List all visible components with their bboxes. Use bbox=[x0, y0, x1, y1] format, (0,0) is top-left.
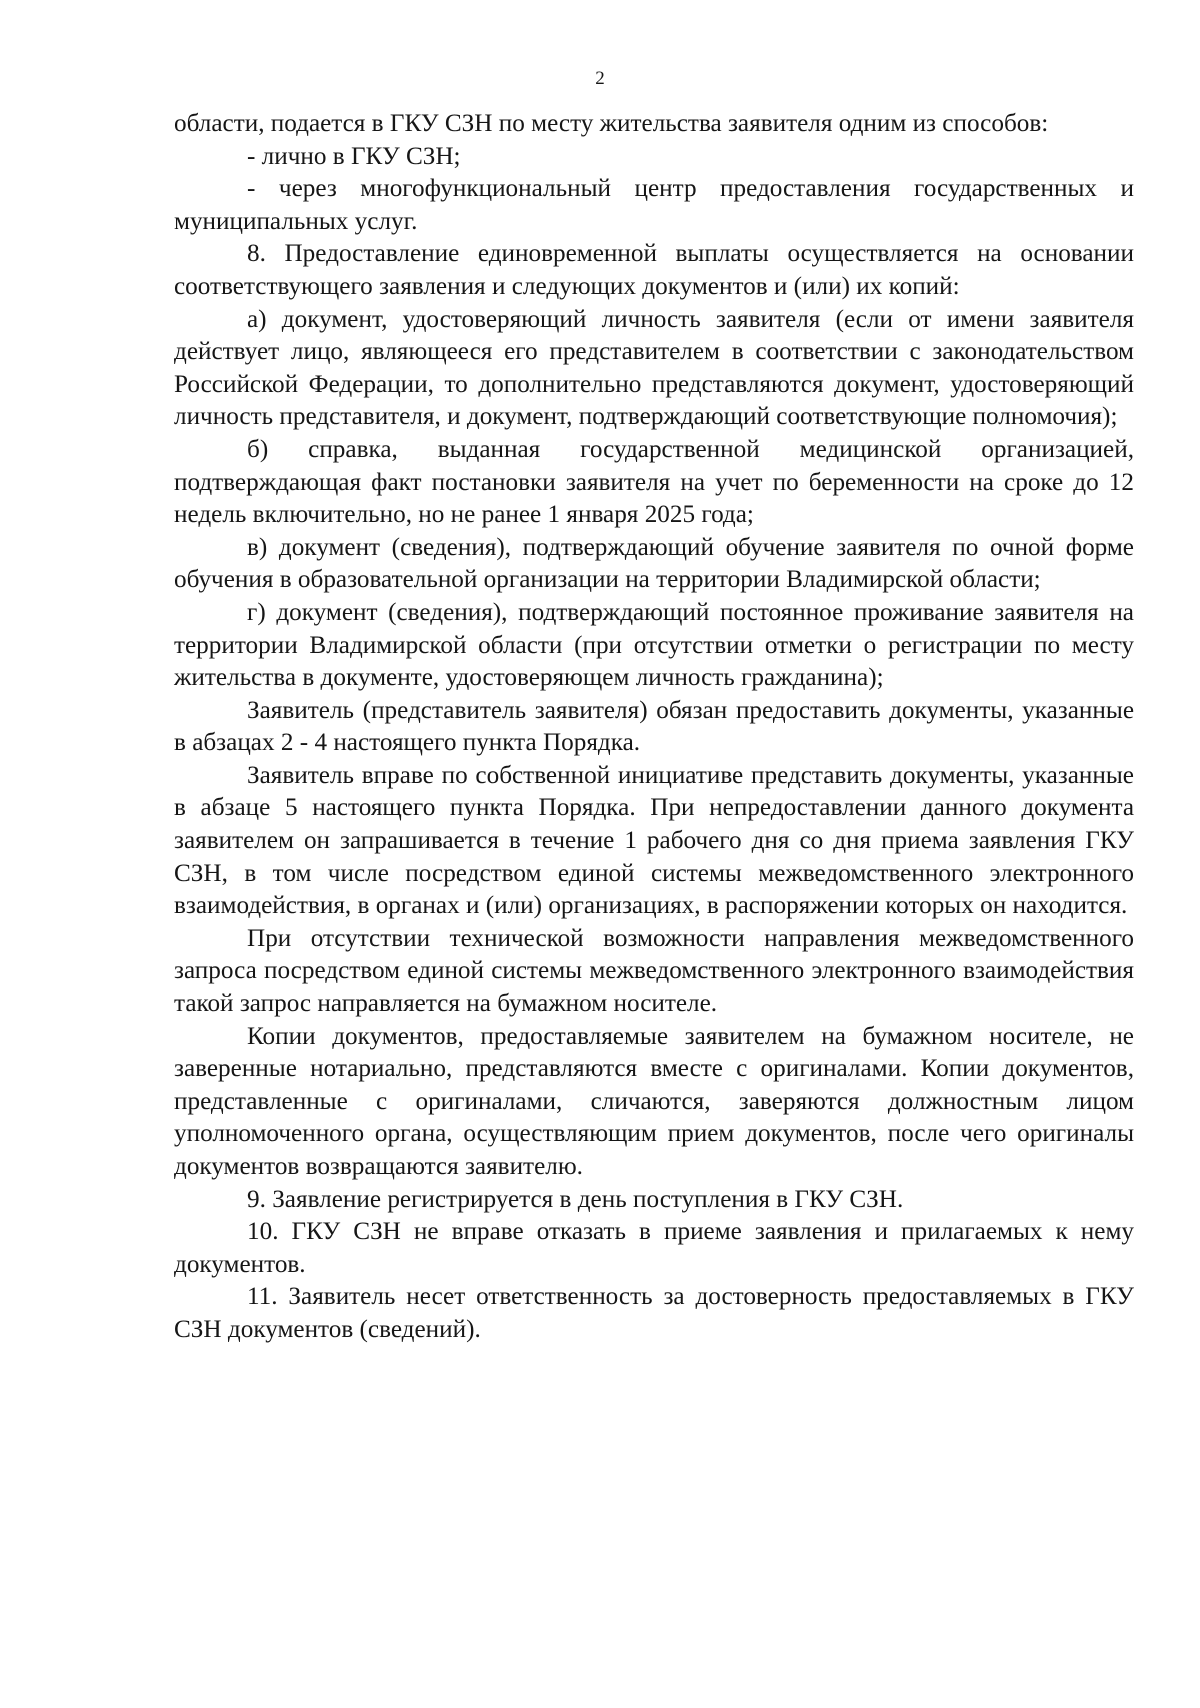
document-body bbox=[174, 108, 1134, 1347]
paragraph-paper-request: При отсутствии технической возможности направления межведомственного запроса посредством единой системы межведомственного электронного взаимодействия такой запрос направляется на бумажном носителе. bbox=[174, 924, 1134, 1018]
clause-8-item-v: в) документ (сведения), подтверждающий обучение заявителя по очной форме обучения в образовательной организации на территории Владимирской области; bbox=[174, 533, 1134, 594]
paragraph-obligation: Заявитель (представитель заявителя) обязан предоставить документы, указанные в абзацах 2 - 4 настоящего пункта Порядка. bbox=[174, 696, 1134, 757]
clause-8-item-b: б) справка, выданная государственной медицинской организацией, подтверждающая факт постановки заявителя на учет по беременности на сроке до 12 недель включительно, но не ранее 1 января 2025 года; bbox=[174, 435, 1134, 529]
clause-8: 8. Предоставление единовременной выплаты осуществляется на основании соответствующего заявления и следующих документов и (или) их копий: bbox=[174, 240, 1134, 300]
list-item-mfc: - через многофункциональный центр предоставления государственных и муниципальных услуг. bbox=[174, 175, 1134, 235]
page-number: 2 bbox=[595, 68, 605, 89]
paragraph-application-methods: области, подается в ГКУ СЗН по месту жительства заявителя одним из способов: bbox=[174, 110, 1049, 137]
clause-11: 11. Заявитель несет ответственность за достоверность предоставляемых в ГКУ СЗН документов (сведений). bbox=[174, 1283, 1134, 1343]
clause-8-item-g: г) документ (сведения), подтверждающий постоянное проживание заявителя на территории Владимирской области (при отсутствии отметки о регистрации по месту жительства в документе, удостоверяющем личность гражданина); bbox=[174, 598, 1134, 692]
clause-9: 9. Заявление регистрируется в день поступления в ГКУ СЗН. bbox=[247, 1185, 904, 1213]
paragraph-own-initiative: Заявитель вправе по собственной инициативе представить документы, указанные в абзаце 5 настоящего пункта Порядка. При непредоставлении данного документа заявителем он запрашивается в течение 1 рабочего дня со дня приема заявления ГКУ СЗН, в том числе посредством единой системы межведомственного электронного взаимодействия, в органах и (или) организациях, в распоряжении которых он находится. bbox=[174, 761, 1134, 920]
paragraph-copies: Копии документов, предоставляемые заявителем на бумажном носителе, не заверенные нотариально, представляются вместе с оригиналами. Копии документов, представленные с оригиналами, сличаются, заверяются должностным лицом уполномоченного органа, осуществляющим прием документов, после чего оригиналы документов возвращаются заявителю. bbox=[174, 1022, 1134, 1180]
clause-8-item-a: а) документ, удостоверяющий личность заявителя (если от имени заявителя действует лицо, являющееся его представителем в соответствии с законодательством Российской Федерации, то дополнительно представляются документ, удостоверяющий личность представителя, и документ, подтверждающий соответствующие полномочия); bbox=[174, 305, 1134, 431]
clause-10: 10. ГКУ СЗН не вправе отказать в приеме заявления и прилагаемых к нему документов. bbox=[174, 1218, 1134, 1278]
list-item-in-person: - лично в ГКУ СЗН; bbox=[247, 142, 461, 170]
